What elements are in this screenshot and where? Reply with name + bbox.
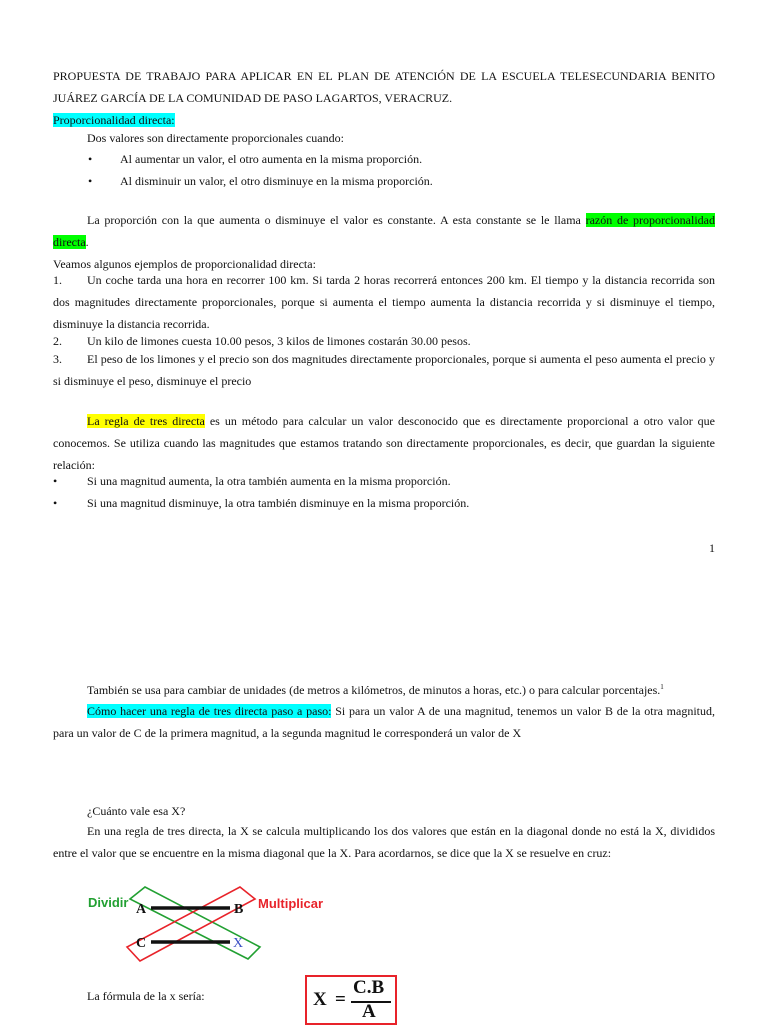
formula-denominator: A <box>362 1001 376 1022</box>
cross-rule-diagram <box>85 885 335 965</box>
question-text: ¿Cuánto vale esa X? <box>87 804 186 818</box>
section2-bullet-list <box>53 470 715 492</box>
multiply-label: Multiplicar <box>258 896 324 911</box>
highlight-razon: razón de proporcionalidad directa <box>53 213 715 249</box>
section-title-proporcionalidad: Proporcionalidad directa: <box>53 113 175 127</box>
bullet-icon: • <box>88 152 93 166</box>
bullet-icon: • <box>53 496 58 510</box>
explain-paragraph: En una regla de tres directa, la X se calcula multiplicando los dos valores que están en la diagonal donde no está la X, divididos entre el valor que se encuentre en la misma diagonal que la X. Para acordarnos, se dice que la X se resuelve en cruz: <box>53 824 715 860</box>
list-item: 3. El peso de los limones y el precio son dos magnitudes directamente proporcionales, porque si aumenta el peso aumenta el precio y si disminuye el peso, disminuye el precio <box>53 352 715 388</box>
formula-box <box>305 975 397 1025</box>
list-item: 1. Un coche tarda una hora en recorrer 100 km. Si tarda 2 horas recorrerá entonces 200 km. El tiempo y la distancia recorrida son dos magnitudes directamente proporcionales, porque si aumenta el tiempo aumenta la distancia recorrida y si disminuye el tiempo, disminuye la distancia recorrida. <box>53 273 715 331</box>
list-item: 2. Un kilo de limones cuesta 10.00 pesos, 3 kilos de limones costarán 30.00 pesos. <box>53 334 471 348</box>
section2-bullet-list-2 <box>53 492 715 514</box>
bullet-icon: • <box>88 174 93 188</box>
example-3 <box>53 348 715 392</box>
page-number: 1 <box>709 541 715 555</box>
value-x: X <box>233 936 244 951</box>
section1-bullet-list-2 <box>88 170 715 192</box>
rule-paragraph: La regla de tres directa es un método para calcular un valor desconocido que es directamente proporcional a otro valor que conocemos. Se utiliza cuando las magnitudes que estamos tratando son directamente proporcionales, es decir, que guardan la siguiente relación: <box>53 414 716 472</box>
value-b: B <box>234 902 244 917</box>
heading-line-2: JUÁREZ GARCÍA DE LA COMUNIDAD DE PASO LAGARTOS, VERACRUZ. <box>53 91 453 105</box>
examples-intro: Veamos algunos ejemplos de proporcionalidad directa: <box>53 257 316 271</box>
list-item: • Si una magnitud disminuye, la otra también disminuye en la misma proporción. <box>53 492 715 514</box>
list-item: • Si una magnitud aumenta, la otra también aumenta en la misma proporción. <box>53 470 715 492</box>
value-a: A <box>136 902 147 917</box>
units-paragraph: También se usa para cambiar de unidades (de metros a kilómetros, de minutos a horas, etc.) o para calcular porcentajes.$^1$ <box>87 683 664 697</box>
value-c: C <box>136 936 147 951</box>
constant-paragraph: La proporción con la que aumenta o disminuye el valor es constante. A esta constante se le llama razón de proporcionalidad directa. Veamos algunos ejemplos de proporcionalidad directa: <box>53 209 715 275</box>
section1-intro: Dos valores son directamente proporcionales cuando: <box>87 131 344 145</box>
list-item: • Al aumentar un valor, el otro aumenta en la misma proporción. <box>88 148 715 170</box>
section1-intro-block <box>53 127 715 149</box>
formula-label: La fórmula de la x sería: <box>87 989 205 1003</box>
bullet-icon: • <box>53 474 58 488</box>
heading-line-1: PROPUESTA DE TRABAJO PARA APLICAR EN EL PLAN DE ATENCIÓN DE LA ESCUELA TELESECUNDARIA BENITO <box>53 69 715 83</box>
document-heading <box>53 65 715 109</box>
formula-lhs: X <box>313 989 327 1010</box>
footnote-marker: 1 <box>660 683 664 691</box>
highlight-regla-de-tres: La regla de tres directa <box>87 414 205 428</box>
section1-bullet-list <box>88 148 715 170</box>
formula-equals: = <box>335 989 346 1010</box>
example-1 <box>53 269 715 335</box>
question-block <box>53 800 715 822</box>
divide-label: Dividir <box>88 895 129 910</box>
list-item: • Al disminuir un valor, el otro disminuye en la misma proporción. <box>88 170 715 192</box>
formula-numerator: C.B <box>353 977 385 998</box>
highlight-como-hacer: Cómo hacer una regla de tres directa paso a paso: <box>87 704 332 718</box>
howto-paragraph: Cómo hacer una regla de tres directa paso a paso: Si para un valor A de una magnitud, tenemos un valor B de la otra magnitud, para un valor de C de la primera magnitud, a la segunda magnitud le corresponderá un valor de X <box>53 704 715 740</box>
